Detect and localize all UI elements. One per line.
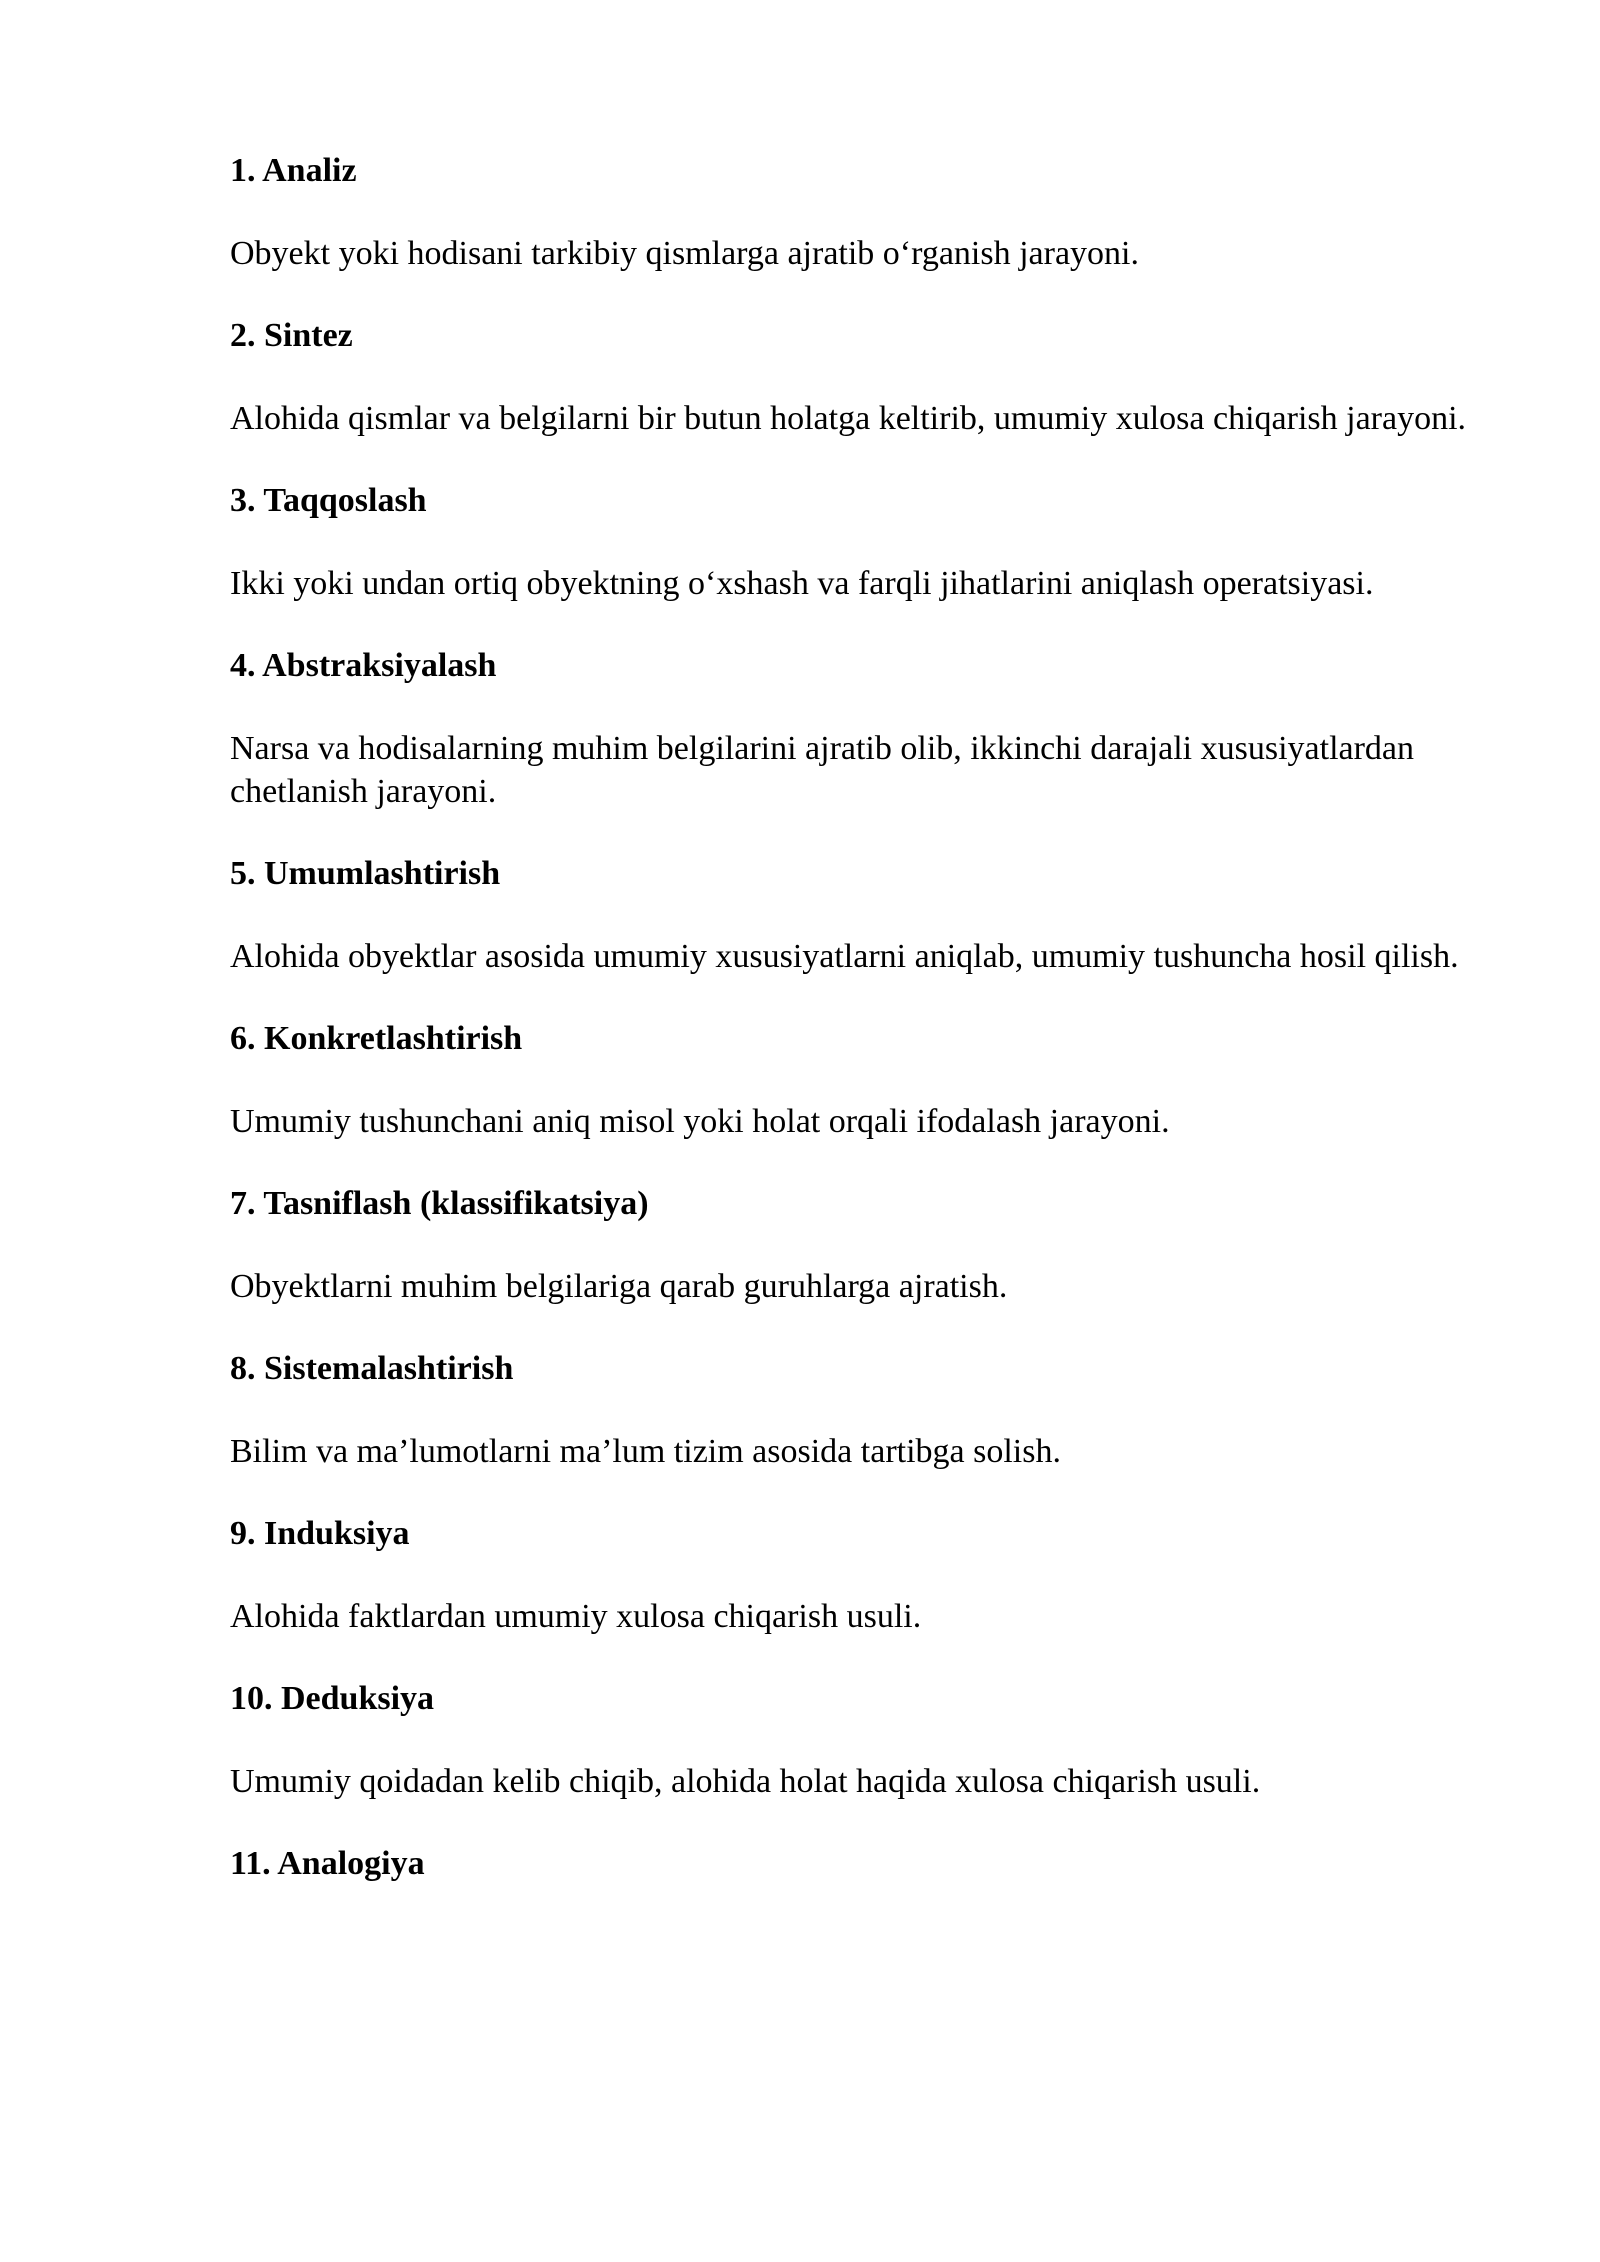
list-item bbox=[230, 1678, 1480, 1803]
item-heading: 8. Sistemalashtirish bbox=[230, 1350, 514, 1387]
item-heading: 4. Abstraksiyalash bbox=[230, 647, 497, 684]
list-item bbox=[230, 1513, 1480, 1638]
item-heading: 5. Umumlashtirish bbox=[230, 855, 501, 892]
item-text: Narsa va hodisalarning muhim belgilarini ajratib olib, ikkinchi darajali xususiyatlardan chetlanish jarayoni. bbox=[230, 730, 1415, 810]
item-text: Alohida obyektlar asosida umumiy xususiyatlarni aniqlab, umumiy tushuncha hosil qilish. bbox=[230, 938, 1459, 975]
list-item bbox=[230, 1183, 1480, 1308]
item-heading: 3. Taqqoslash bbox=[230, 482, 427, 519]
item-heading: 2. Sintez bbox=[230, 317, 353, 354]
item-heading: 10. Deduksiya bbox=[230, 1680, 435, 1717]
item-text: Umumiy qoidadan kelib chiqib, alohida holat haqida xulosa chiqarish usuli. bbox=[230, 1763, 1261, 1800]
list-item bbox=[230, 1018, 1480, 1143]
document-content bbox=[230, 150, 1480, 1925]
list-item bbox=[230, 315, 1480, 440]
item-heading: 11. Analogiya bbox=[230, 1845, 425, 1882]
list-item bbox=[230, 645, 1480, 813]
list-item bbox=[230, 853, 1480, 978]
item-heading: 7. Tasniflash (klassifikatsiya) bbox=[230, 1185, 649, 1222]
item-text: Ikki yoki undan ortiq obyektning o‘xshash va farqli jihatlarini aniqlash operatsiyasi. bbox=[230, 565, 1374, 602]
item-text: Obyekt yoki hodisani tarkibiy qismlarga ajratib o‘rganish jarayoni. bbox=[230, 235, 1140, 272]
item-heading: 1. Analiz bbox=[230, 152, 357, 189]
item-heading: 9. Induksiya bbox=[230, 1515, 410, 1552]
list-item bbox=[230, 1843, 1480, 1885]
item-text: Alohida faktlardan umumiy xulosa chiqarish usuli. bbox=[230, 1598, 922, 1635]
list-item bbox=[230, 150, 1480, 275]
item-text: Obyektlarni muhim belgilariga qarab guruhlarga ajratish. bbox=[230, 1268, 1008, 1305]
item-text: Alohida qismlar va belgilarni bir butun holatga keltirib, umumiy xulosa chiqarish jarayoni. bbox=[230, 400, 1467, 437]
list-item bbox=[230, 480, 1480, 605]
item-text: Umumiy tushunchani aniq misol yoki holat orqali ifodalash jarayoni. bbox=[230, 1103, 1170, 1140]
item-text: Bilim va ma’lumotlarni ma’lum tizim asosida tartibga solish. bbox=[230, 1433, 1061, 1470]
list-item bbox=[230, 1348, 1480, 1473]
item-heading: 6. Konkretlashtirish bbox=[230, 1020, 523, 1057]
